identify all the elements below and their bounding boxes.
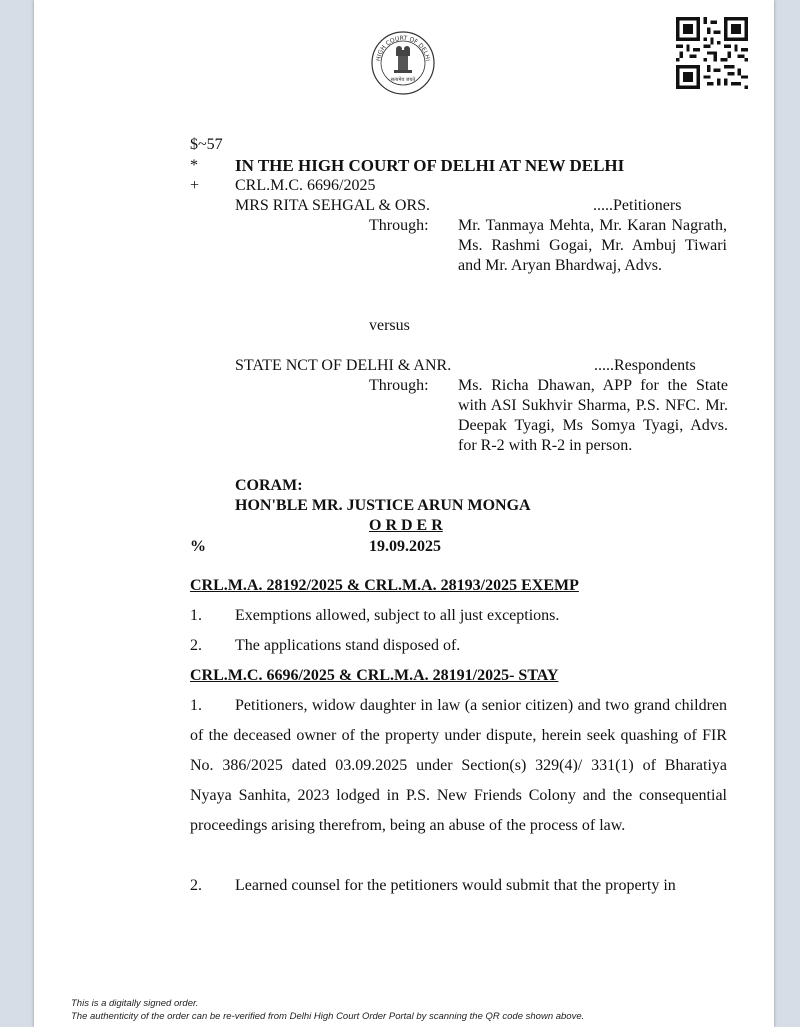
respondent-name: STATE NCT OF DELHI & ANR. bbox=[235, 357, 452, 374]
case-number: CRL.M.C. 6696/2025 bbox=[235, 177, 376, 194]
paragraph-text: Learned counsel for the petitioners would submit that the property in bbox=[235, 877, 676, 894]
paragraph-number: 2. bbox=[190, 637, 202, 654]
list-mark: $~57 bbox=[190, 136, 223, 153]
paragraph bbox=[190, 601, 727, 631]
order-date: 19.09.2025 bbox=[369, 538, 441, 555]
qr-code-icon bbox=[676, 17, 748, 89]
judge-name: HON'BLE MR. JUSTICE ARUN MONGA bbox=[235, 497, 531, 514]
paragraph-text: Exemptions allowed, subject to all just exceptions. bbox=[235, 607, 560, 624]
footer-signed-note: This is a digitally signed order. bbox=[71, 998, 199, 1009]
paragraph-number: 1. bbox=[190, 607, 202, 624]
court-emblem-icon bbox=[370, 30, 436, 96]
section-heading-stay: CRL.M.C. 6696/2025 & CRL.M.A. 28191/2025- STAY bbox=[190, 667, 559, 684]
footer-authenticity-note: The authenticity of the order can be re-verified from Delhi High Court Order Portal by scanning the QR code shown above. bbox=[71, 1011, 585, 1022]
svg-text:सत्यमेव जयते: सत्यमेव जयते bbox=[390, 77, 416, 83]
paragraph-text: The applications stand disposed of. bbox=[235, 637, 461, 654]
paragraph bbox=[190, 631, 727, 661]
respondent-role: .....Respondents bbox=[594, 357, 696, 374]
percent-mark: % bbox=[190, 538, 206, 555]
petitioner-role: .....Petitioners bbox=[593, 197, 682, 214]
paragraph-number: 2. bbox=[190, 877, 202, 894]
plus-mark: + bbox=[190, 177, 200, 194]
respondent-through-label: Through: bbox=[369, 377, 429, 394]
section-heading-exemption: CRL.M.A. 28192/2025 & CRL.M.A. 28193/2025 EXEMP bbox=[190, 577, 579, 594]
paragraph-text: Petitioners, widow daughter in law (a senior citizen) and two grand children of the deceased owner of the property under dispute, herein seek quashing of FIR No. 386/2025 dated 03.09.2025 under Section(s) 329(4)/ 331(1) of Bharatiya Nyaya Sanhita, 2023 lodged in P.S. New Friends Colony and the consequential proceedings arising therefrom, being an abuse of the process of law. bbox=[190, 697, 727, 834]
coram-label: CORAM: bbox=[235, 477, 303, 494]
petitioner-through-label: Through: bbox=[369, 217, 429, 234]
versus-text: versus bbox=[369, 317, 410, 334]
order-title: O R D E R bbox=[369, 517, 443, 534]
paragraph-number: 1. bbox=[190, 697, 202, 714]
paragraph bbox=[190, 691, 727, 841]
paragraph bbox=[190, 871, 727, 901]
asterisk-mark: * bbox=[190, 157, 198, 174]
petitioner-counsel: Mr. Tanmaya Mehta, Mr. Karan Nagrath, Ms. Rashmi Gogai, Mr. Ambuj Tiwari and Mr. Aryan Bhardwaj, Advs. bbox=[458, 217, 727, 274]
svg-text:HIGH COURT OF DELHI: HIGH COURT OF DELHI bbox=[375, 34, 431, 62]
petitioner-name: MRS RITA SEHGAL & ORS. bbox=[235, 197, 431, 214]
respondent-counsel: Ms. Richa Dhawan, APP for the State with ASI Sukhvir Sharma, P.S. NFC. Mr. Deepak Tyagi, Ms Somya Tyagi, Advs. for R-2 with R-2 in person. bbox=[458, 377, 728, 454]
court-name: IN THE HIGH COURT OF DELHI AT NEW DELHI bbox=[235, 156, 625, 175]
document-page bbox=[34, 0, 774, 1027]
